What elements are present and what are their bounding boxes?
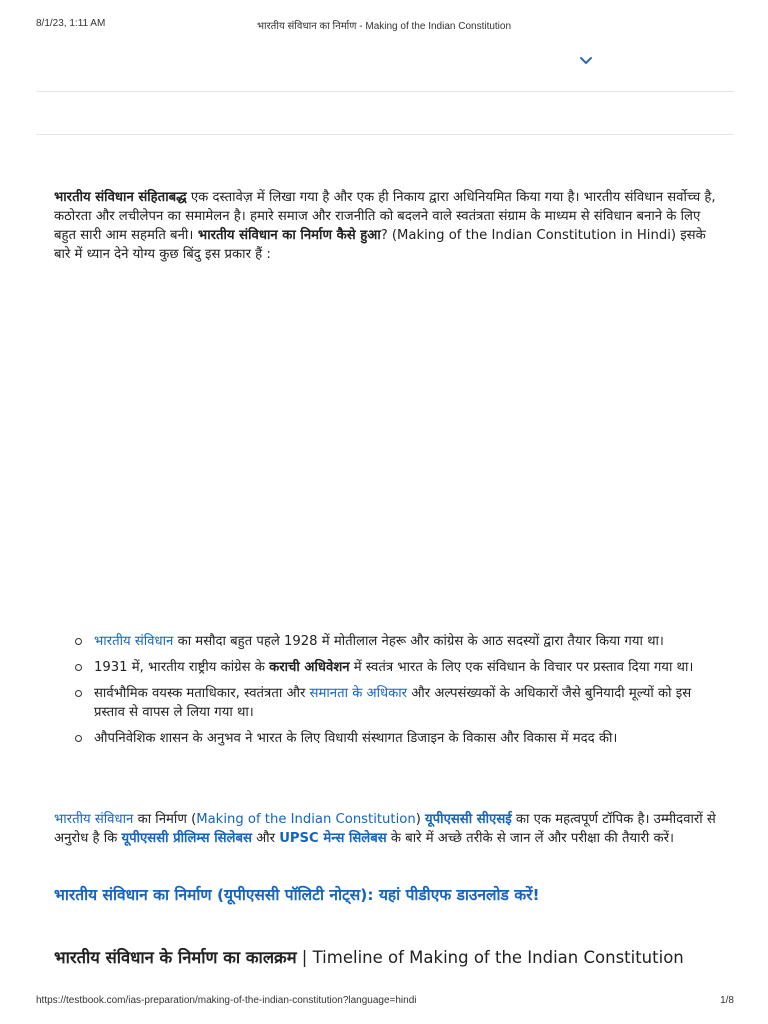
list-item <box>54 729 724 748</box>
chevron-down-icon[interactable] <box>578 55 594 67</box>
print-datetime: 8/1/23, 1:11 AM <box>36 18 106 29</box>
print-page-number: 1/8 <box>720 995 734 1006</box>
paragraph-text: और <box>251 831 280 846</box>
list-item-text: में स्वतंत्र भारत के लिए एक संविधान के विचार पर प्रस्ताव दिया गया था। <box>349 660 694 675</box>
list-item <box>54 658 724 677</box>
divider-top <box>36 91 734 92</box>
intro-text-1: एक दस्तावेज़ में लिखा गया है और एक ही निकाय द्वारा अधिनियमित किया गया है। भारतीय संविधान सर्वोच्च है, कठोरता और लचीलेपन का समामेलन है। हमारे समाज और राजनीति को बदलने वाले स्वतंत्रता संग्राम के माध्यम से संविधान बनाने के लिए बहुत सारी आम सहमति बनी। <box>54 190 716 243</box>
list-item-text: और अल्पसंख्यकों के अधिकारों जैसे बुनियादी मूल्यों को इस प्रस्ताव से वापस ले लिया गया था। <box>94 686 692 720</box>
intro-bold-1: भारतीय संविधान संहिताबद्ध <box>54 190 187 205</box>
upsc-paragraph <box>54 810 724 848</box>
print-footer <box>0 995 768 1009</box>
section-heading <box>54 946 694 970</box>
upsc-cse-link[interactable]: यूपीएससी सीएसई <box>425 812 512 827</box>
key-points-list <box>54 632 724 755</box>
print-page-title: भारतीय संविधान का निर्माण - Making of the Indian Constitution <box>256 21 512 32</box>
intro-text-2: ? (Making of the Indian Constitution in Hindi) इसके बारे में ध्यान देने योग्य कुछ बिंदु इस प्रकार हैं : <box>54 228 706 262</box>
list-item-text: का मसौदा बहुत पहले 1928 में मोतीलाल नेहरू और कांग्रेस के आठ सदस्यों द्वारा तैयार किया गया था। <box>173 634 664 649</box>
right-to-equality-link[interactable]: समानता के अधिकार <box>309 686 408 701</box>
section-heading-english: | Timeline of Making of the Indian Constitution <box>296 948 684 967</box>
paragraph-text: ) <box>415 812 426 827</box>
making-of-constitution-link[interactable]: Making of the Indian Constitution <box>196 812 416 827</box>
list-item <box>54 684 724 722</box>
upsc-mains-syllabus-link[interactable]: UPSC मेन्स सिलेबस <box>279 831 387 846</box>
indian-constitution-link[interactable]: भारतीय संविधान <box>94 634 174 649</box>
section-heading-hindi: भारतीय संविधान के निर्माण का कालक्रम <box>54 948 297 967</box>
intro-paragraph <box>54 188 724 264</box>
print-url: https://testbook.com/ias-preparation/making-of-the-indian-constitution?language=hindi <box>36 995 417 1006</box>
print-header <box>0 18 768 32</box>
divider-bottom <box>36 134 734 135</box>
paragraph-text: के बारे में अच्छे तरीके से जान लें और परीक्षा की तैयारी करें। <box>386 831 675 846</box>
list-item <box>54 632 724 651</box>
list-item-text: 1931 में, भारतीय राष्ट्रीय कांग्रेस के <box>94 660 270 675</box>
karachi-session-bold: कराची अधिवेशन <box>269 660 350 675</box>
paragraph-text: का एक महत्वपूर्ण टॉपिक है। उम्मीदवारों से अनुरोध है कि <box>54 812 716 846</box>
list-item-text: सार्वभौमिक वयस्क मताधिकार, स्वतंत्रता और <box>94 686 310 701</box>
indian-constitution-link[interactable]: भारतीय संविधान <box>54 812 134 827</box>
intro-bold-2: भारतीय संविधान का निर्माण कैसे हुआ <box>193 228 381 243</box>
list-item-text: औपनिवेशिक शासन के अनुभव ने भारत के लिए विधायी संस्थागत डिजाइन के विकास और विकास में मदद की। <box>94 731 618 746</box>
paragraph-text: का निर्माण ( <box>133 812 197 827</box>
pdf-download-link[interactable]: भारतीय संविधान का निर्माण (यूपीएससी पॉलिटी नोट्स): यहां पीडीएफ डाउनलोड करें! <box>54 886 540 904</box>
upsc-prelims-syllabus-link[interactable]: यूपीएससी प्रीलिम्स सिलेबस <box>121 831 252 846</box>
